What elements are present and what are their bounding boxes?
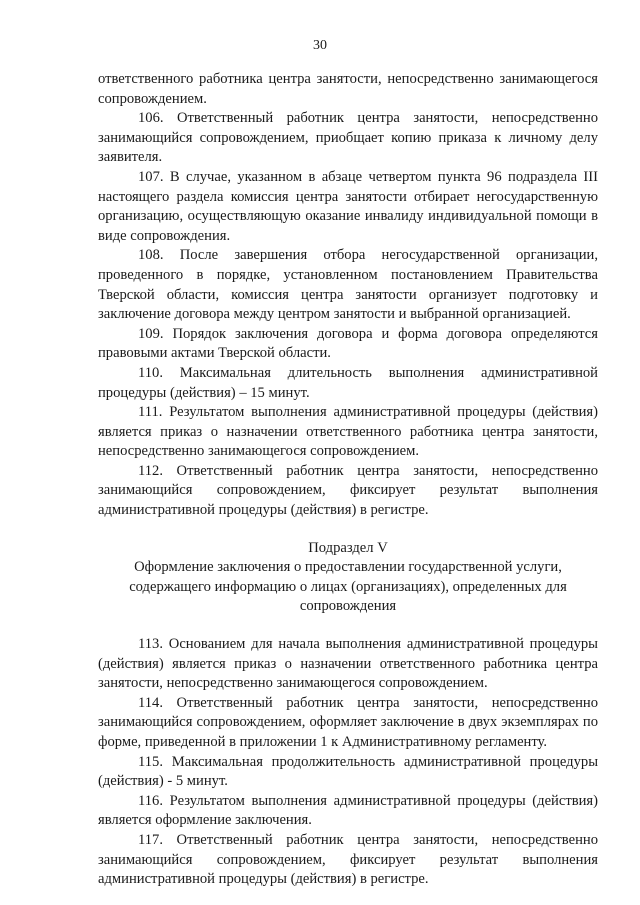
paragraph-107: 107. В случае, указанном в абзаце четвертом пункта 96 подраздела III настоящего раздела комиссия центра занятости отбирает негосударственную организацию, осуществляющую оказание инвалиду индивидуальной помощи в виде сопровождения. <box>98 168 598 244</box>
paragraph-116: 116. Результатом выполнения административной процедуры (действия) является оформление заключения. <box>98 792 598 829</box>
paragraph-113: 113. Основанием для начала выполнения административной процедуры (действия) является приказ о назначении ответственного работника центра занятости, непосредственно занимающегося сопровождением. <box>98 636 598 692</box>
document-body <box>98 70 598 890</box>
paragraph-111: 111. Результатом выполнения административной процедуры (действия) является приказ о назначении ответственного работника центра занятости, непосредственно занимающегося сопровождением. <box>98 404 598 460</box>
paragraph-106: 106. Ответственный работник центра занятости, непосредственно занимающийся сопровождением, приобщает копию приказа к личному делу заявителя. <box>98 110 598 166</box>
paragraph-115: 115. Максимальная продолжительность административной процедуры (действия) - 5 минут. <box>98 753 598 790</box>
paragraph-105-continuation: ответственного работника центра занятости, непосредственно занимающегося сопровождением. <box>98 71 598 107</box>
subsection-label: Подраздел V <box>308 539 388 556</box>
paragraph-110: 110. Максимальная длительность выполнения административной процедуры (действия) – 15 минут. <box>98 364 598 401</box>
subsection-title: Оформление заключения о предоставлении государственной услуги, содержащего информацию о лицах (организациях), определенных для сопровождения <box>129 559 567 615</box>
paragraph-114: 114. Ответственный работник центра занятости, непосредственно занимающийся сопровождением, оформляет заключение в двух экземплярах по форме, приведенной в приложении 1 к Административному регламенту. <box>98 694 598 750</box>
paragraph-109: 109. Порядок заключения договора и форма договора определяются правовыми актами Тверской области. <box>98 325 598 362</box>
paragraph-117: 117. Ответственный работник центра занятости, непосредственно занимающийся сопровождением, фиксирует результат выполнения административной процедуры (действия) в регистре. <box>98 831 598 888</box>
paragraph-112: 112. Ответственный работник центра занятости, непосредственно занимающийся сопровождением, фиксирует результат выполнения административной процедуры (действия) в регистре. <box>98 462 598 519</box>
paragraph-108: 108. После завершения отбора негосударственной организации, проведенного в порядке, установленном постановлением Правительства Тверской области, комиссия центра занятости организует подготовку и заключение договора между центром занятости и выбранной организацией. <box>98 247 598 323</box>
page-number: 30 <box>313 38 327 53</box>
